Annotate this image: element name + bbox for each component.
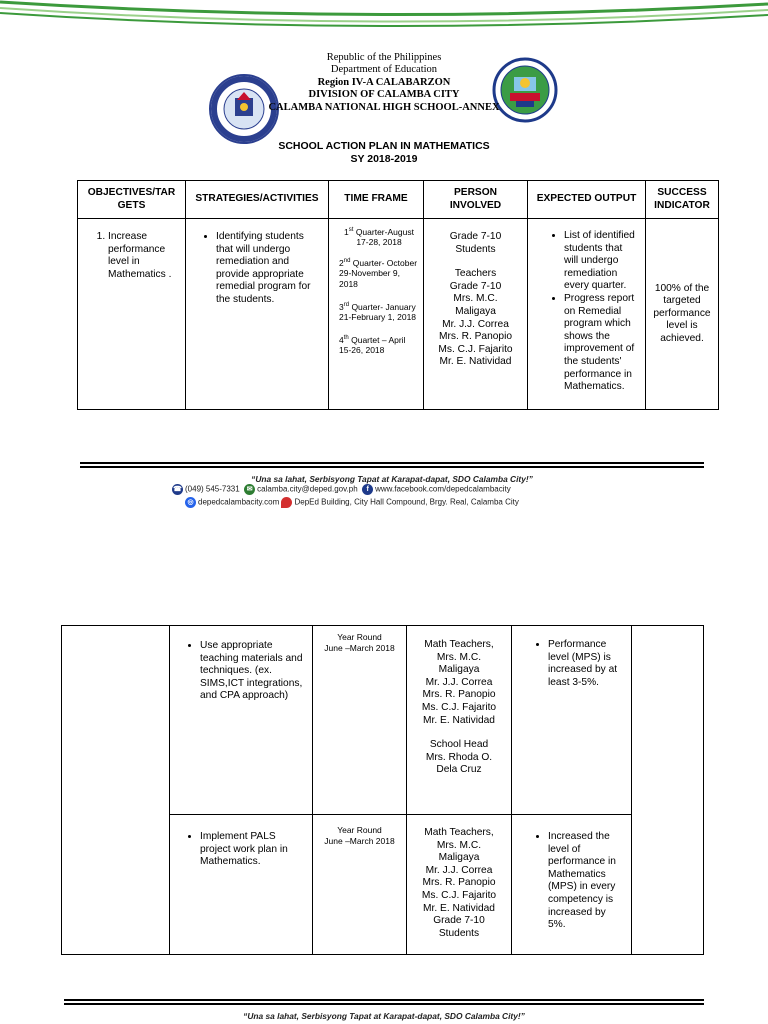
time-line: June –March 2018 bbox=[324, 642, 395, 653]
person-line: Math Teachers, bbox=[424, 827, 494, 838]
success-indicator-cell bbox=[646, 219, 719, 410]
time-frame-cell bbox=[329, 219, 424, 410]
header-success-indicator: SUCCESS INDICATOR bbox=[646, 181, 719, 219]
header-strategies: STRATEGIES/ACTIVITIES bbox=[186, 181, 329, 219]
action-plan-table-page2 bbox=[61, 625, 704, 955]
footer-page1 bbox=[80, 460, 704, 484]
person-line: Mr. J.J. Correa bbox=[425, 864, 493, 876]
time-line: June –March 2018 bbox=[324, 835, 395, 846]
letterhead bbox=[0, 52, 768, 114]
action-plan-table-page1 bbox=[77, 180, 719, 410]
person-line: Mrs. R. Panopio bbox=[438, 331, 513, 343]
person-line: Math Teachers, bbox=[424, 639, 494, 650]
person-line: Maligaya bbox=[438, 852, 480, 864]
person-line: Mrs. R. Panopio bbox=[422, 877, 496, 889]
person-line: Mrs. M.C. bbox=[436, 651, 482, 663]
strategy-cell bbox=[170, 626, 313, 815]
person-line: Mrs. M.C. bbox=[453, 293, 498, 305]
person-line: Mrs. Rhoda O. bbox=[425, 751, 493, 763]
location-pin-icon bbox=[281, 497, 292, 508]
web-icon: ◎ bbox=[185, 497, 196, 508]
email-icon: ✉ bbox=[244, 484, 255, 495]
header-swoosh bbox=[0, 0, 768, 40]
facebook-icon: f bbox=[362, 484, 373, 495]
person-line: Mrs. M.C. bbox=[436, 839, 482, 851]
output-item: • Increased the level of performance in Mathematics (MPS) in every competency is increased by 5%. bbox=[548, 831, 625, 932]
header-person-involved: PERSON INVOLVED bbox=[424, 181, 528, 219]
republic-line: Republic of the Philippines bbox=[326, 52, 442, 63]
time-q4: 4th Quartet – April 15-26, 2018 bbox=[339, 334, 406, 356]
footer-phone: (049) 545-7331 bbox=[185, 484, 240, 494]
person-line: Mr. J.J. Correa bbox=[442, 318, 509, 330]
objective-item: 1. Increase performance level in Mathematics . bbox=[108, 231, 181, 281]
person-line: School Head bbox=[429, 739, 489, 751]
person-line: Grade 7-10 bbox=[449, 231, 502, 242]
region-line: Region IV-A CALABARZON bbox=[317, 76, 451, 88]
time-line: Year Round bbox=[337, 825, 382, 835]
document-title bbox=[0, 140, 768, 166]
time-q1: 1st Quarter-August 17-28, 2018 bbox=[344, 226, 414, 248]
person-line: Teachers bbox=[454, 268, 497, 280]
school-year: SY 2018-2019 bbox=[350, 153, 418, 165]
strategy-item: • Identifying students that will undergo remediation and provide appropriate remedial program for the students. bbox=[216, 231, 322, 307]
success-indicator-cell-empty bbox=[632, 626, 704, 955]
person-line: Mr. E. Natividad bbox=[423, 902, 495, 914]
person-line: Ms. C.J. Fajarito bbox=[438, 343, 513, 355]
footer-email[interactable]: calamba.city@deped.gov.ph bbox=[257, 484, 358, 494]
person-line: Mr. E. Natividad bbox=[439, 356, 512, 368]
person-line: Mrs. R. Panopio bbox=[422, 689, 496, 701]
header-time-frame: TIME FRAME bbox=[329, 181, 424, 219]
output-item: • List of identified students that will undergo remediation every quarter. bbox=[564, 230, 639, 293]
objective-cell bbox=[78, 219, 186, 410]
time-q3: 3rd Quarter- January 21-February 1, 2018 bbox=[339, 301, 417, 323]
footer-address: DepEd Building, City Hall Compound, Brgy. Real, Calamba City bbox=[294, 497, 519, 507]
person-line: Dela Cruz bbox=[436, 764, 482, 776]
time-q2: 2nd Quarter- October 29-November 9, 2018 bbox=[339, 257, 418, 290]
strategy-cell bbox=[186, 219, 329, 410]
footer-rule bbox=[80, 466, 704, 468]
strategy-item: • Use appropriate teaching materials and techniques. (ex. SIMS,ICT integrations, and CPA approach) bbox=[200, 640, 306, 703]
output-item: • Progress report on Remedial program which shows the improvement of the students' performance in Mathematics. bbox=[564, 293, 639, 394]
person-line: Ms. C.J. Fajarito bbox=[421, 701, 497, 713]
time-frame-cell bbox=[313, 626, 407, 815]
objective-cell-empty bbox=[62, 626, 170, 955]
person-involved-cell bbox=[407, 626, 512, 815]
person-line: Mr. J.J. Correa bbox=[425, 676, 493, 688]
title-line: SCHOOL ACTION PLAN IN MATHEMATICS bbox=[278, 140, 490, 152]
footer-motto: “Una sa lahat, Serbisyong Tapat at Karapat-dapat, SDO Calamba City!” bbox=[243, 1011, 525, 1021]
footer-motto: “Una sa lahat, Serbisyong Tapat at Karapat-dapat, SDO Calamba City!” bbox=[251, 474, 533, 484]
output-item: • Performance level (MPS) is increased by at least 3-5%. bbox=[548, 639, 625, 689]
header-objectives: OBJECTIVES/TAR GETS bbox=[78, 181, 186, 219]
expected-output-cell bbox=[528, 219, 646, 410]
person-line: Grade 7-10 bbox=[433, 915, 485, 927]
footer-facebook[interactable]: www.facebook.com/depedcalambacity bbox=[375, 484, 511, 494]
person-involved-cell bbox=[424, 219, 528, 410]
footer-contact-row2 bbox=[185, 497, 519, 508]
person-line: Grade 7-10 bbox=[449, 280, 502, 292]
person-line: Mr. E. Natividad bbox=[423, 714, 495, 726]
footer-rule bbox=[80, 462, 704, 464]
school-line: CALAMBA NATIONAL HIGH SCHOOL-ANNEX bbox=[268, 101, 500, 113]
person-line: Students bbox=[455, 243, 496, 255]
indicator-text: 100% of the targeted performance level is achieved. bbox=[653, 282, 711, 344]
strategy-item: • Implement PALS project work plan in Mathematics. bbox=[200, 831, 306, 869]
footer-contact-row1 bbox=[172, 484, 511, 495]
strategy-cell bbox=[170, 815, 313, 955]
person-line: Maligaya bbox=[455, 305, 496, 317]
expected-output-cell bbox=[512, 815, 632, 955]
time-line: Year Round bbox=[337, 632, 382, 642]
header-expected-output: EXPECTED OUTPUT bbox=[528, 181, 646, 219]
phone-icon: ☎ bbox=[173, 486, 182, 493]
footer-website[interactable]: depedcalambacity.com bbox=[198, 497, 280, 507]
person-line: Students bbox=[438, 927, 480, 939]
person-involved-cell bbox=[407, 815, 512, 955]
expected-output-cell bbox=[512, 626, 632, 815]
person-line: Ms. C.J. Fajarito bbox=[421, 889, 497, 901]
division-line: DIVISION OF CALAMBA CITY bbox=[308, 89, 460, 101]
footer-rule bbox=[64, 999, 704, 1001]
department-line: Department of Education bbox=[330, 64, 438, 76]
footer-rule bbox=[64, 1003, 704, 1005]
footer-page2 bbox=[64, 997, 704, 1021]
time-frame-cell bbox=[313, 815, 407, 955]
person-line: Maligaya bbox=[438, 664, 480, 676]
